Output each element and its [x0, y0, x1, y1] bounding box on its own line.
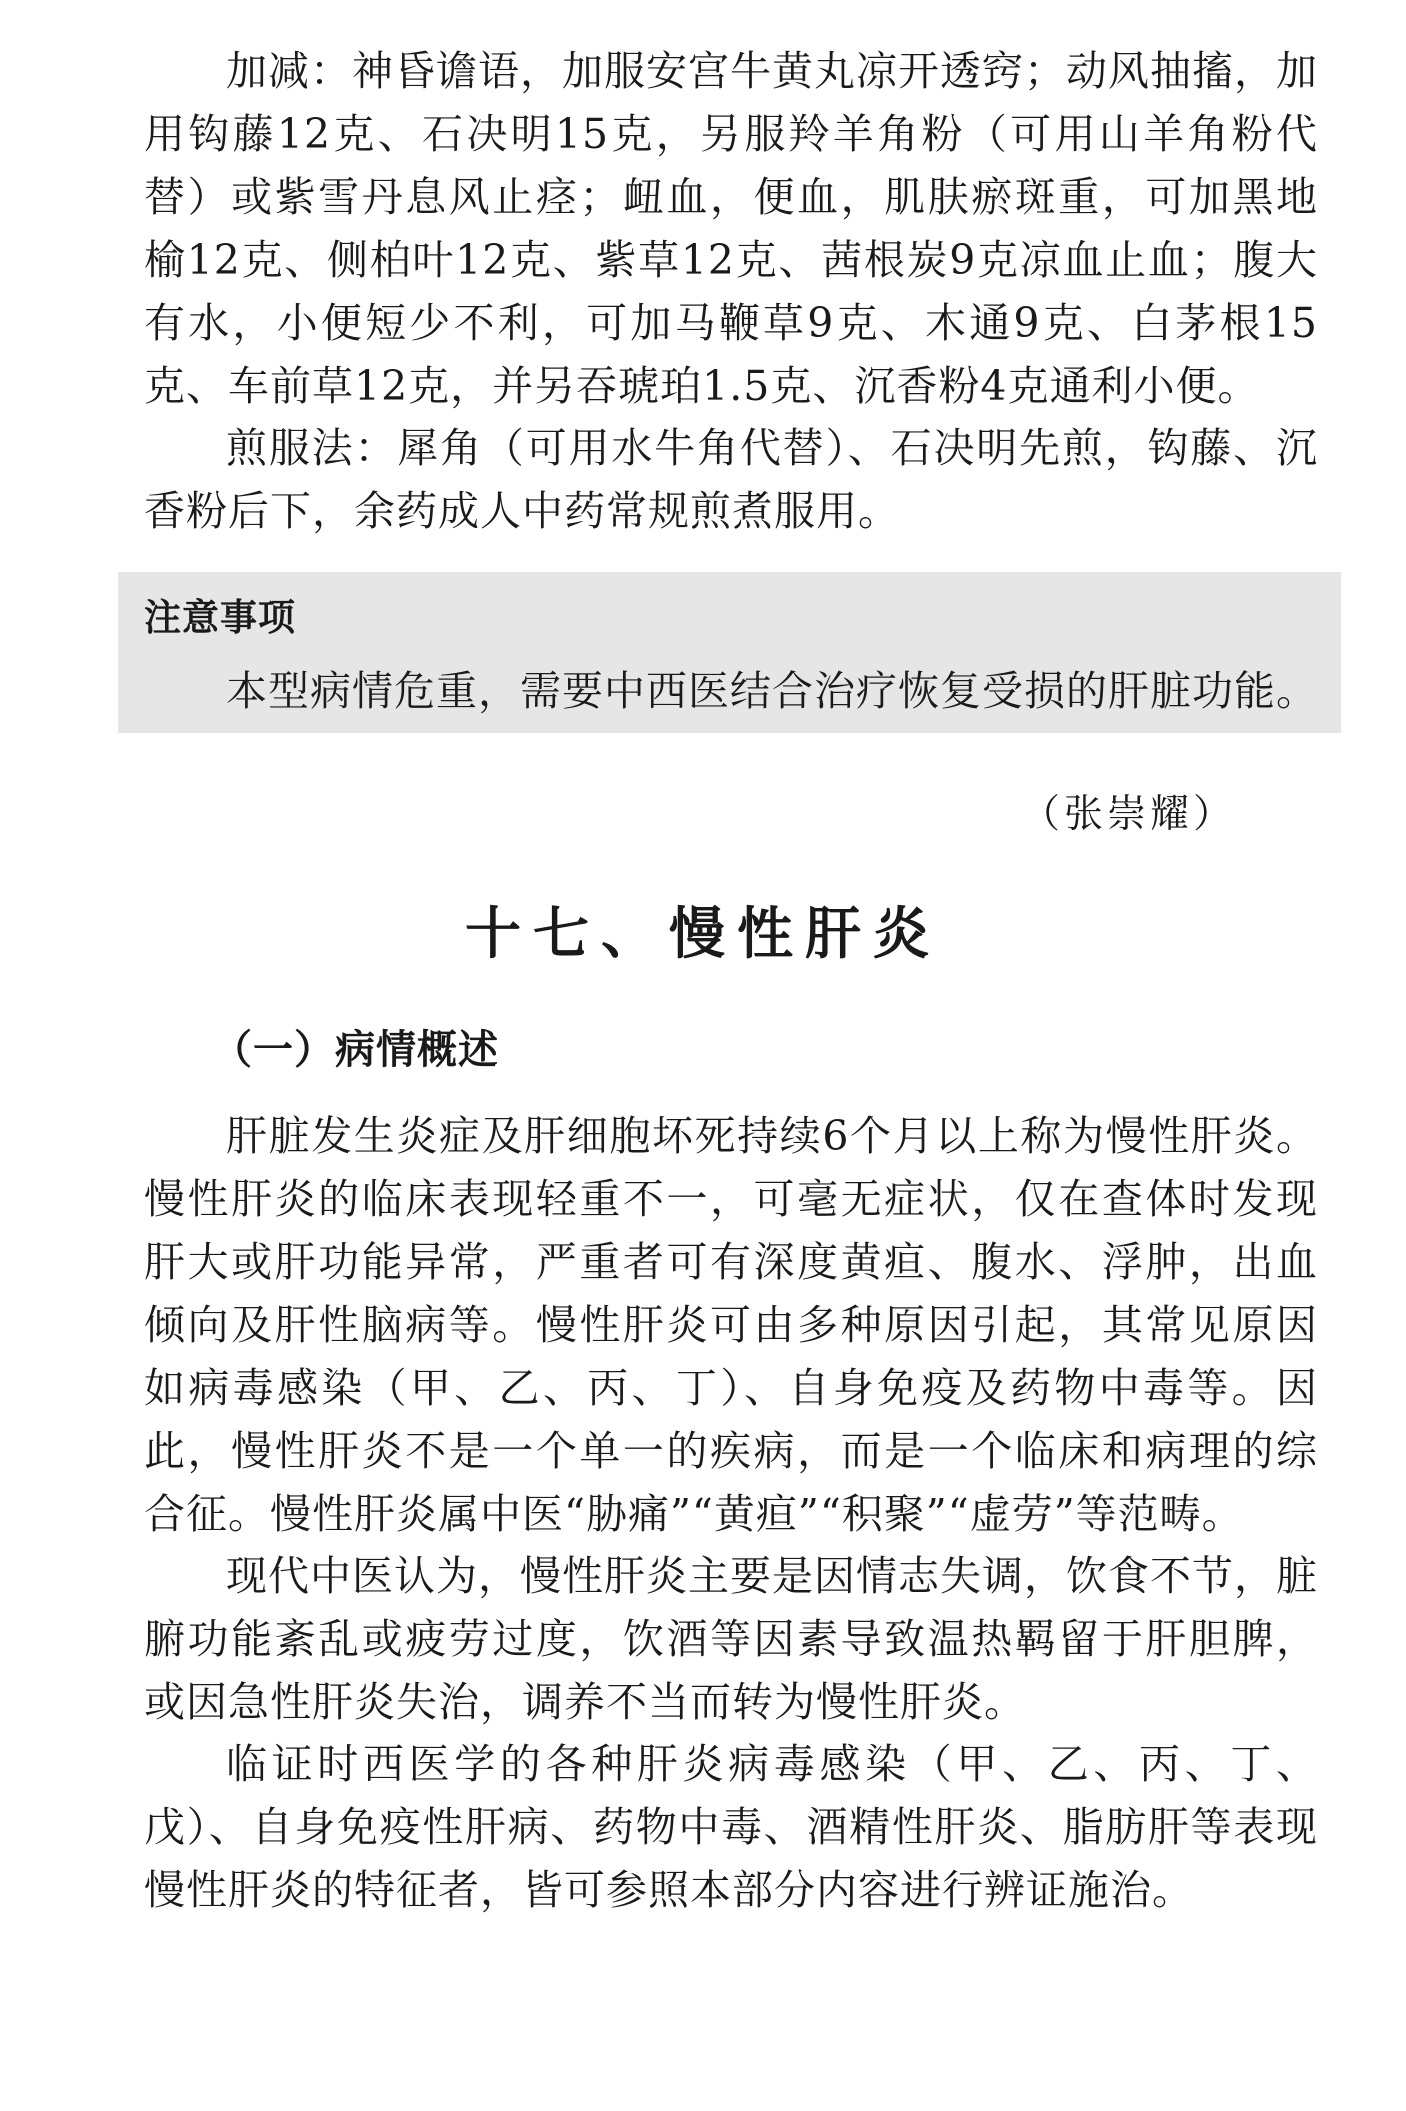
paragraph-jianfu: 煎服法：犀角（可用水牛角代替）、石决明先煎，钩藤、沉香粉后下，余药成人中药常规煎煮服用。: [144, 424, 1318, 535]
paragraph-intro-1: 肝脏发生炎症及肝细胞坏死持续6个月以上称为慢性肝炎。慢性肝炎的临床表现轻重不一，可毫无症状，仅在查体时发现肝大或肝功能异常，严重者可有深度黄疸、腹水、浮肿，出血倾向及肝性脑病等。慢性肝炎可由多种原因引起，其常见原因如病毒感染（甲、乙、丙、丁）、自身免疫及药物中毒等。因此，慢性肝炎不是一个单一的疾病，而是一个临床和病理的综合征。慢性肝炎属中医“胁痛”“黄疸”“积聚”“虚劳”等范畴。: [144, 1112, 1318, 1538]
notice-box: [118, 572, 1341, 733]
notice-body: 本型病情危重，需要中西医结合治疗恢复受损的肝脏功能。: [226, 667, 1318, 715]
paragraph-intro-3: 临证时西医学的各种肝炎病毒感染（甲、乙、丙、丁、戊）、自身免疫性肝病、药物中毒、酒精性肝炎、脂肪肝等表现慢性肝炎的特征者，皆可参照本部分内容进行辨证施治。: [144, 1740, 1318, 1914]
author-credit: （张崇耀）: [1020, 792, 1236, 837]
section-title: （一）病情概述: [212, 1027, 499, 1073]
paragraph-jiajian: 加减：神昏谵语，加服安宫牛黄丸凉开透窍；动风抽搐，加用钩藤12克、石决明15克，另服羚羊角粉（可用山羊角粉代替）或紫雪丹息风止痉；衄血，便血，肌肤瘀斑重，可加黑地榆12克、侧柏叶12克、紫草12克、茜根炭9克凉血止血；腹大有水，小便短少不利，可加马鞭草9克、木通9克、白茅根15克、车前草12克，并另吞琥珀1.5克、沉香粉4克通利小便。: [144, 47, 1318, 410]
chapter-title: 十七、慢性肝炎: [465, 902, 941, 967]
paragraph-intro-2: 现代中医认为，慢性肝炎主要是因情志失调，饮食不节，脏腑功能紊乱或疲劳过度，饮酒等因素导致温热羁留于肝胆脾，或因急性肝炎失治，调养不当而转为慢性肝炎。: [144, 1552, 1318, 1726]
notice-title: 注意事项: [144, 596, 296, 639]
